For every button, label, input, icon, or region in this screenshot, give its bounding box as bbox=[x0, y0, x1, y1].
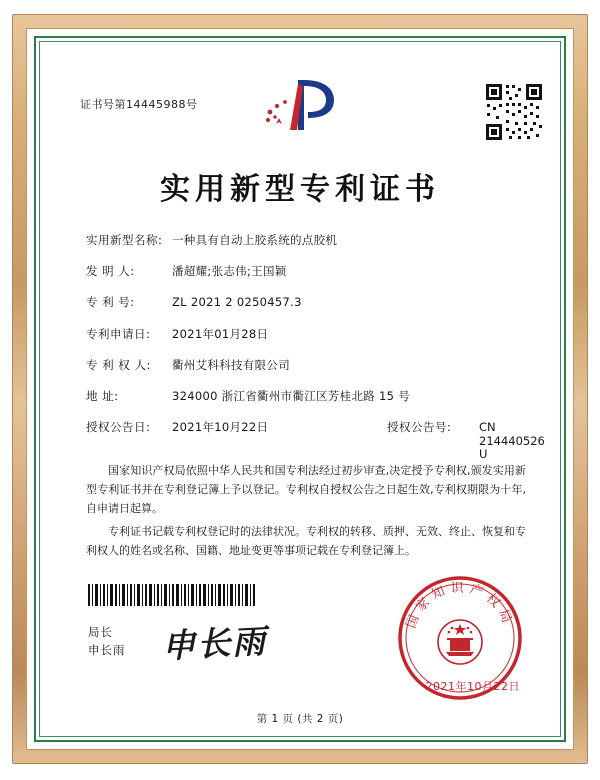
field-label: 实用新型名称: bbox=[86, 233, 163, 247]
field-label: 地 址: bbox=[86, 389, 119, 404]
field-value: 一种具有自动上胶系统的点胶机 bbox=[172, 233, 338, 247]
qr-code bbox=[484, 82, 544, 142]
legal-paragraph-2: 专利证书记载专利权登记时的法律状况。专利权的转移、质押、无效、终止、恢复和专利权人的姓名或名称、国籍、地址变更等事项记载在专利登记簿上。 bbox=[86, 524, 526, 557]
field-row-patentee bbox=[86, 359, 528, 372]
director-label: 局长 bbox=[88, 625, 113, 639]
field-row-address bbox=[86, 390, 528, 403]
seal-date: 2021年10月22日 bbox=[425, 680, 520, 693]
field-value: 潘超耀;张志伟;王国颖 bbox=[172, 264, 287, 279]
cnipa-logo-icon bbox=[254, 72, 346, 138]
field-label: 专 利 号: bbox=[86, 295, 135, 310]
legal-text bbox=[86, 462, 526, 565]
page-title: 实用新型专利证书 bbox=[160, 172, 440, 207]
field-value: ZL 2021 2 0250457.3 bbox=[172, 295, 302, 310]
field-label: 专 利 权 人: bbox=[86, 357, 151, 372]
field-list bbox=[86, 233, 545, 479]
director-signature: 申长雨 bbox=[161, 621, 269, 666]
field-row-grant-announcement bbox=[86, 420, 545, 461]
field-row-application-date bbox=[86, 328, 528, 341]
certificate-content bbox=[42, 44, 558, 734]
field-label: 专利申请日: bbox=[86, 326, 151, 341]
svg-text:国家知识产权局: 国家知识产权局 bbox=[403, 580, 516, 631]
field-label-grant-date: 授权公告日: bbox=[86, 420, 151, 435]
field-value-grant-date: 2021年10月22日 bbox=[172, 420, 269, 435]
field-value-grant-number: CN 214440526 U bbox=[479, 420, 545, 461]
page-footer: 第 1 页 (共 2 页) bbox=[256, 713, 344, 725]
legal-paragraph-1: 国家知识产权局依照中华人民共和国专利法经过初步审查,决定授予专利权,颁发实用新型专利证书并在专利登记簿上予以登记。专利权自授权公告之日起生效,专利权期限为十年,自申请日起算。 bbox=[86, 464, 526, 515]
field-value: 衢州艾科科技有限公司 bbox=[172, 357, 290, 372]
field-row-utility-model-name bbox=[86, 234, 528, 247]
certificate-number: 证书号第14445988号 bbox=[80, 98, 198, 111]
field-label: 发 明 人: bbox=[86, 264, 135, 279]
field-row-patent-number bbox=[86, 296, 528, 309]
field-value: 2021年01月28日 bbox=[172, 326, 269, 341]
director-name: 申长雨 bbox=[88, 642, 126, 657]
barcode bbox=[88, 584, 258, 606]
field-value: 324000 浙江省衢州市衢江区芳桂北路 15 号 bbox=[172, 389, 410, 404]
field-row-inventor bbox=[86, 265, 528, 278]
field-label-grant-number: 授权公告号: bbox=[387, 420, 452, 435]
director-block bbox=[88, 624, 126, 660]
